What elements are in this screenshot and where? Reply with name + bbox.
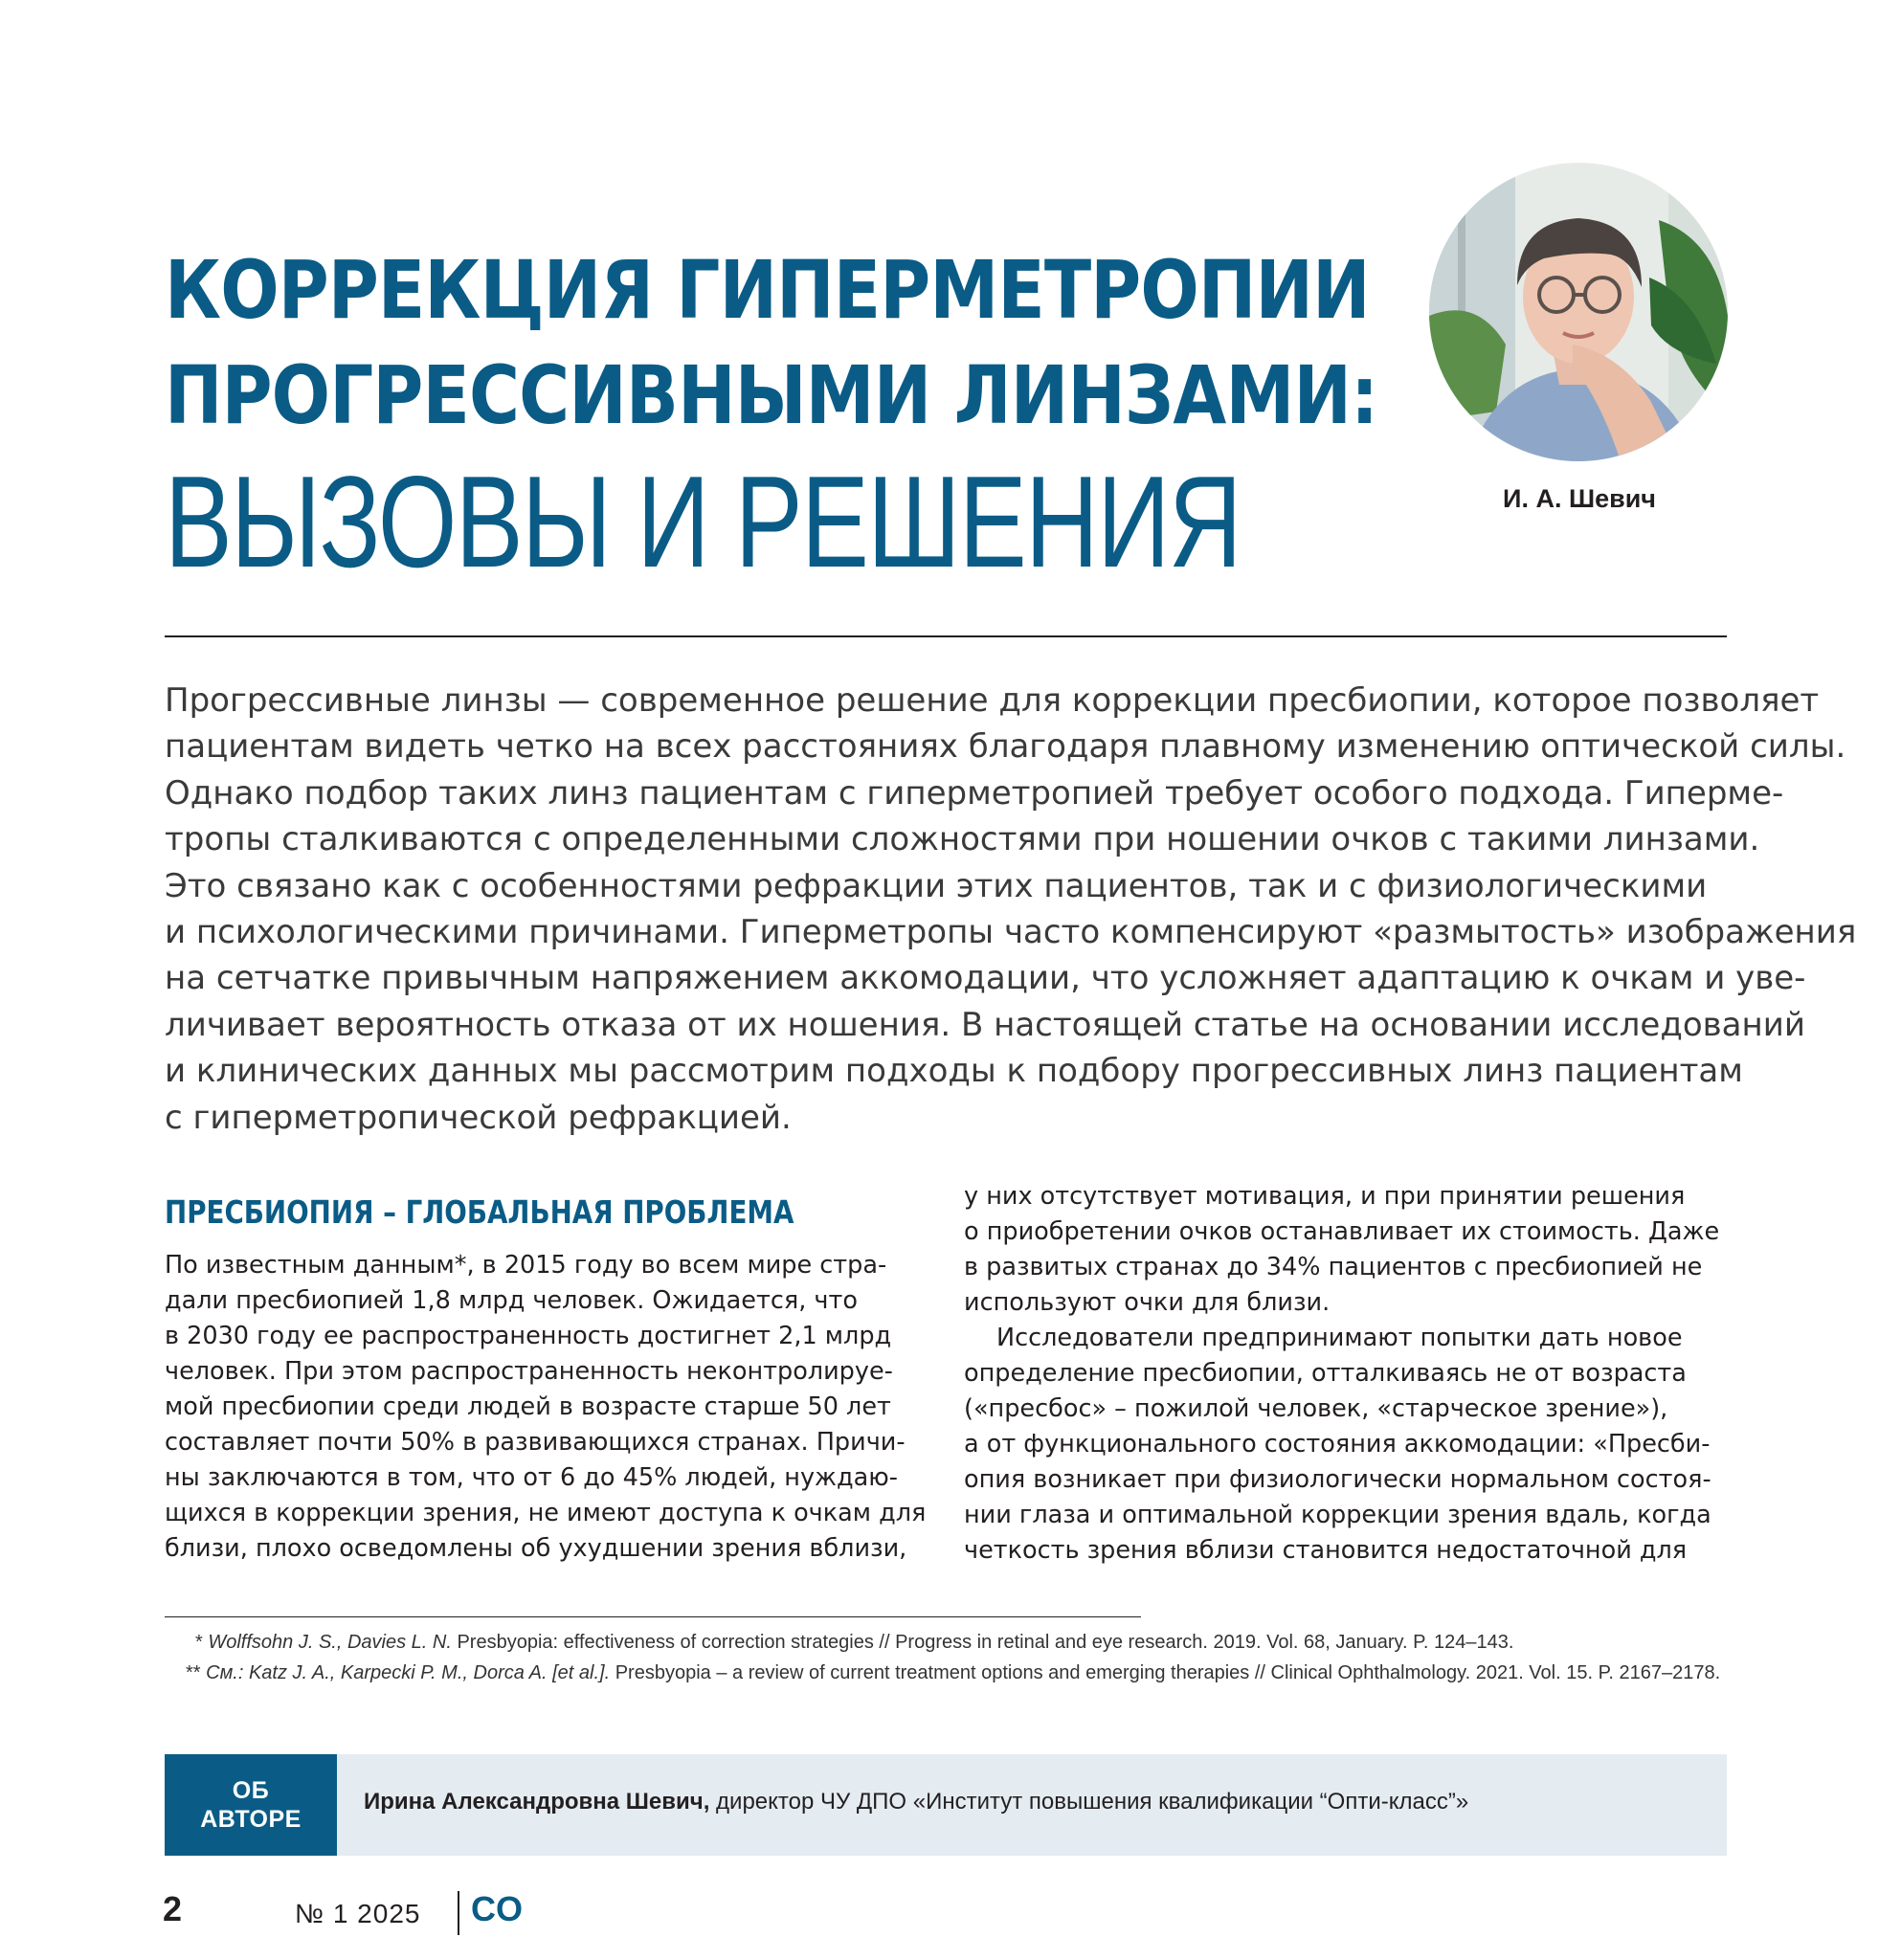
body-line: нии глаза и оптимальной коррекции зрения вдаль, когда xyxy=(964,1501,1711,1529)
about-author-name: Ирина Александровна Шевич, xyxy=(364,1789,710,1815)
about-author-text xyxy=(364,1789,1468,1815)
footnote-mark: * xyxy=(195,1632,203,1653)
lead-line: и клинических данных мы рассмотрим подходы к подбору прогрессивных линз пациентам xyxy=(165,1052,1743,1091)
body-line: щихся в коррекции зрения, не имеют доступа к очкам для xyxy=(165,1499,927,1527)
author-photo xyxy=(1429,163,1728,461)
body-line: мой пресбиопии среди людей в возрасте старше 50 лет xyxy=(165,1392,891,1421)
footnote-authors: См.: Katz J. A., Karpecki P. M., Dorca A. [et al.]. xyxy=(206,1662,611,1683)
lead-line: Это связано как с особенностями рефракции этих пациентов, так и с физиологическими xyxy=(165,866,1708,905)
page-number: 2 xyxy=(163,1889,183,1928)
footnote-text: Presbyopia: effectiveness of correction strategies // Progress in retinal and eye research. 2019. Vol. 68, January. P. 124–143. xyxy=(457,1632,1514,1653)
lead-line: с гиперметропической рефракцией. xyxy=(165,1098,792,1137)
about-author-tag xyxy=(165,1754,337,1856)
footnote-2 xyxy=(165,1658,1734,1688)
footer-separator xyxy=(458,1891,459,1935)
lead-line: личивает вероятность отказа от их ношения. В настоящей статье на основании исследований xyxy=(165,1005,1805,1044)
body-line: («пресбос» – пожилой человек, «старческое зрение»), xyxy=(964,1394,1668,1423)
about-author-bar xyxy=(165,1754,1727,1856)
body-line: Исследователи предпринимают попытки дать новое xyxy=(996,1324,1683,1352)
about-author-description: директор ЧУ ДПО «Институт повышения квалификации “Опти-класс”» xyxy=(716,1789,1469,1815)
body-line: а от функционального состояния аккомодации: «Пресби- xyxy=(964,1430,1711,1459)
body-line: определение пресбиопии, отталкиваясь не от возраста xyxy=(964,1359,1687,1388)
body-line: человек. При этом распространенность неконтролируе- xyxy=(165,1357,893,1386)
lead-line: пациентам видеть четко на всех расстояниях благодаря плавному изменению оптической силы. xyxy=(165,727,1846,767)
lead-line: тропы сталкиваются с определенными сложностями при ношении очков с такими линзами. xyxy=(165,820,1760,859)
author-name: И. А. Шевич xyxy=(1503,484,1656,513)
lead-line: на сетчатке привычным напряжением аккомодации, что усложняет адаптацию к очкам и уве- xyxy=(165,959,1806,998)
body-line: у них отсутствует мотивация, и при принятии решения xyxy=(964,1182,1686,1211)
body-line: ны заключаются в том, что от 6 до 45% людей, нуждаю- xyxy=(165,1463,898,1492)
footnote-text: Presbyopia – a review of current treatment options and emerging therapies // Clinical Ophthalmology. 2021. Vol. 15. P. 2167–2178. xyxy=(615,1662,1721,1683)
body-line: составляет почти 50% в развивающихся странах. Причи- xyxy=(165,1428,906,1457)
section-heading: ПРЕСБИОПИЯ – ГЛОБАЛЬНАЯ ПРОБЛЕМА xyxy=(165,1193,794,1231)
body-line: в 2030 году ее распространенность достигнет 2,1 млрд xyxy=(165,1322,892,1350)
footnote-authors: Wolffsohn J. S., Davies L. N. xyxy=(208,1632,452,1653)
title-divider xyxy=(165,635,1727,637)
footnote-mark: ** xyxy=(186,1662,201,1683)
body-column-left xyxy=(165,1248,930,1567)
about-tag-line: АВТОРЕ xyxy=(200,1806,302,1833)
body-column-right xyxy=(964,1179,1730,1569)
body-line: близи, плохо осведомлены об ухудшении зрения вблизи, xyxy=(165,1534,907,1563)
lead-line: Однако подбор таких линз пациентам с гиперметропией требует особого подхода. Гиперме- xyxy=(165,773,1784,813)
title-line-1: КОРРЕКЦИЯ ГИПЕРМЕТРОПИИ xyxy=(165,243,1370,337)
body-line: о приобретении очков останавливает их стоимость. Даже xyxy=(964,1217,1720,1246)
title-line-3: ВЫЗОВЫ И РЕШЕНИЯ xyxy=(165,449,1241,594)
footnote-rule xyxy=(165,1616,1141,1617)
magazine-logo: CO xyxy=(471,1889,523,1928)
title-line-2: ПРОГРЕССИВНЫМИ ЛИНЗАМИ: xyxy=(165,348,1378,442)
body-line: в развитых странах до 34% пациентов с пресбиопией не xyxy=(964,1253,1703,1281)
body-line: дали пресбиопией 1,8 млрд человек. Ожидается, что xyxy=(165,1286,858,1315)
footnotes xyxy=(165,1627,1734,1688)
lead-paragraph xyxy=(165,678,1857,1141)
body-line: четкость зрения вблизи становится недостаточной для xyxy=(964,1536,1688,1565)
article-title xyxy=(165,237,1409,593)
lead-line: Прогрессивные линзы — современное решение для коррекции пресбиопии, которое позволяет xyxy=(165,681,1820,720)
body-line: По известным данным*, в 2015 году во всем мире стра- xyxy=(165,1251,887,1280)
lead-line: и психологическими причинами. Гиперметропы часто компенсируют «размытость» изображения xyxy=(165,913,1857,952)
body-line: используют очки для близи. xyxy=(964,1288,1331,1317)
footnote-1 xyxy=(165,1627,1734,1658)
body-line: опия возникает при физиологически нормальном состоя- xyxy=(964,1465,1711,1494)
about-tag-line: ОБ xyxy=(232,1777,270,1804)
issue-number: № 1 2025 xyxy=(295,1899,421,1928)
